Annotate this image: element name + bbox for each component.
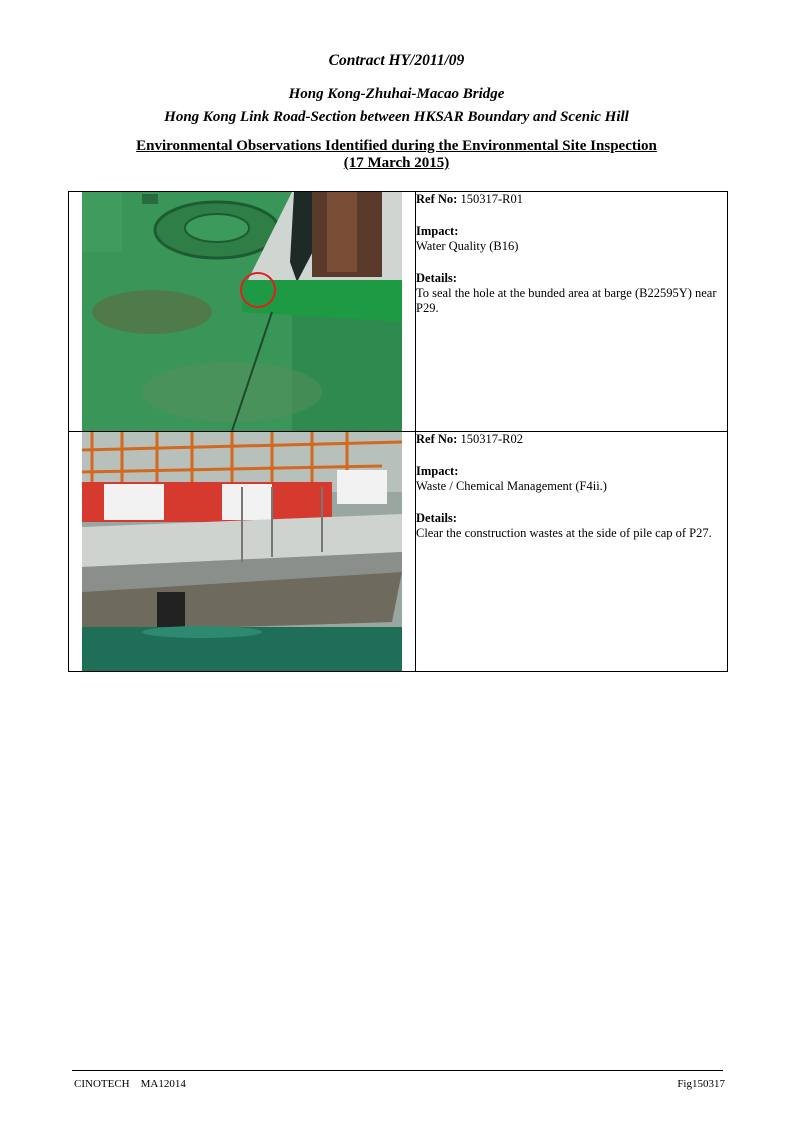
details-value: Clear the construction wastes at the side of pile cap of P27. <box>416 526 712 540</box>
footer-figure-number: Fig150317 <box>677 1078 725 1090</box>
impact-value: Water Quality (B16) <box>416 239 519 253</box>
details-label: Details: <box>416 271 457 285</box>
ref-no-label: Ref No: <box>416 192 458 206</box>
project-title: Hong Kong-Zhuhai-Macao Bridge <box>288 86 505 102</box>
observation-details <box>416 432 728 672</box>
impact-label: Impact: <box>416 464 459 478</box>
section-title: Hong Kong Link Road-Section between HKSAR Boundary and Scenic Hill <box>164 109 629 125</box>
photo-cell <box>69 192 416 432</box>
footer-divider <box>72 1070 723 1071</box>
footer-company: CINOTECH MA12014 <box>74 1078 186 1090</box>
contract-title: Contract HY/2011/09 <box>328 52 465 69</box>
photo-cell <box>69 432 416 672</box>
inspection-date: (17 March 2015) <box>343 155 450 171</box>
observations-table <box>68 191 728 672</box>
barge-deck-photo <box>82 192 402 431</box>
ref-no-label: Ref No: <box>416 432 458 446</box>
observation-row <box>69 432 728 672</box>
observation-row <box>69 192 728 432</box>
details-value: To seal the hole at the bunded area at barge (B22595Y) near P29. <box>416 286 717 315</box>
observation-details <box>416 192 728 432</box>
ref-no-value: 150317-R01 <box>460 192 523 206</box>
ref-no-value: 150317-R02 <box>460 432 523 446</box>
impact-label: Impact: <box>416 224 459 238</box>
details-label: Details: <box>416 511 457 525</box>
observations-heading: Environmental Observations Identified during the Environmental Site Inspection <box>136 138 657 154</box>
impact-value: Waste / Chemical Management (F4ii.) <box>416 479 607 493</box>
pile-cap-photo <box>82 432 402 671</box>
